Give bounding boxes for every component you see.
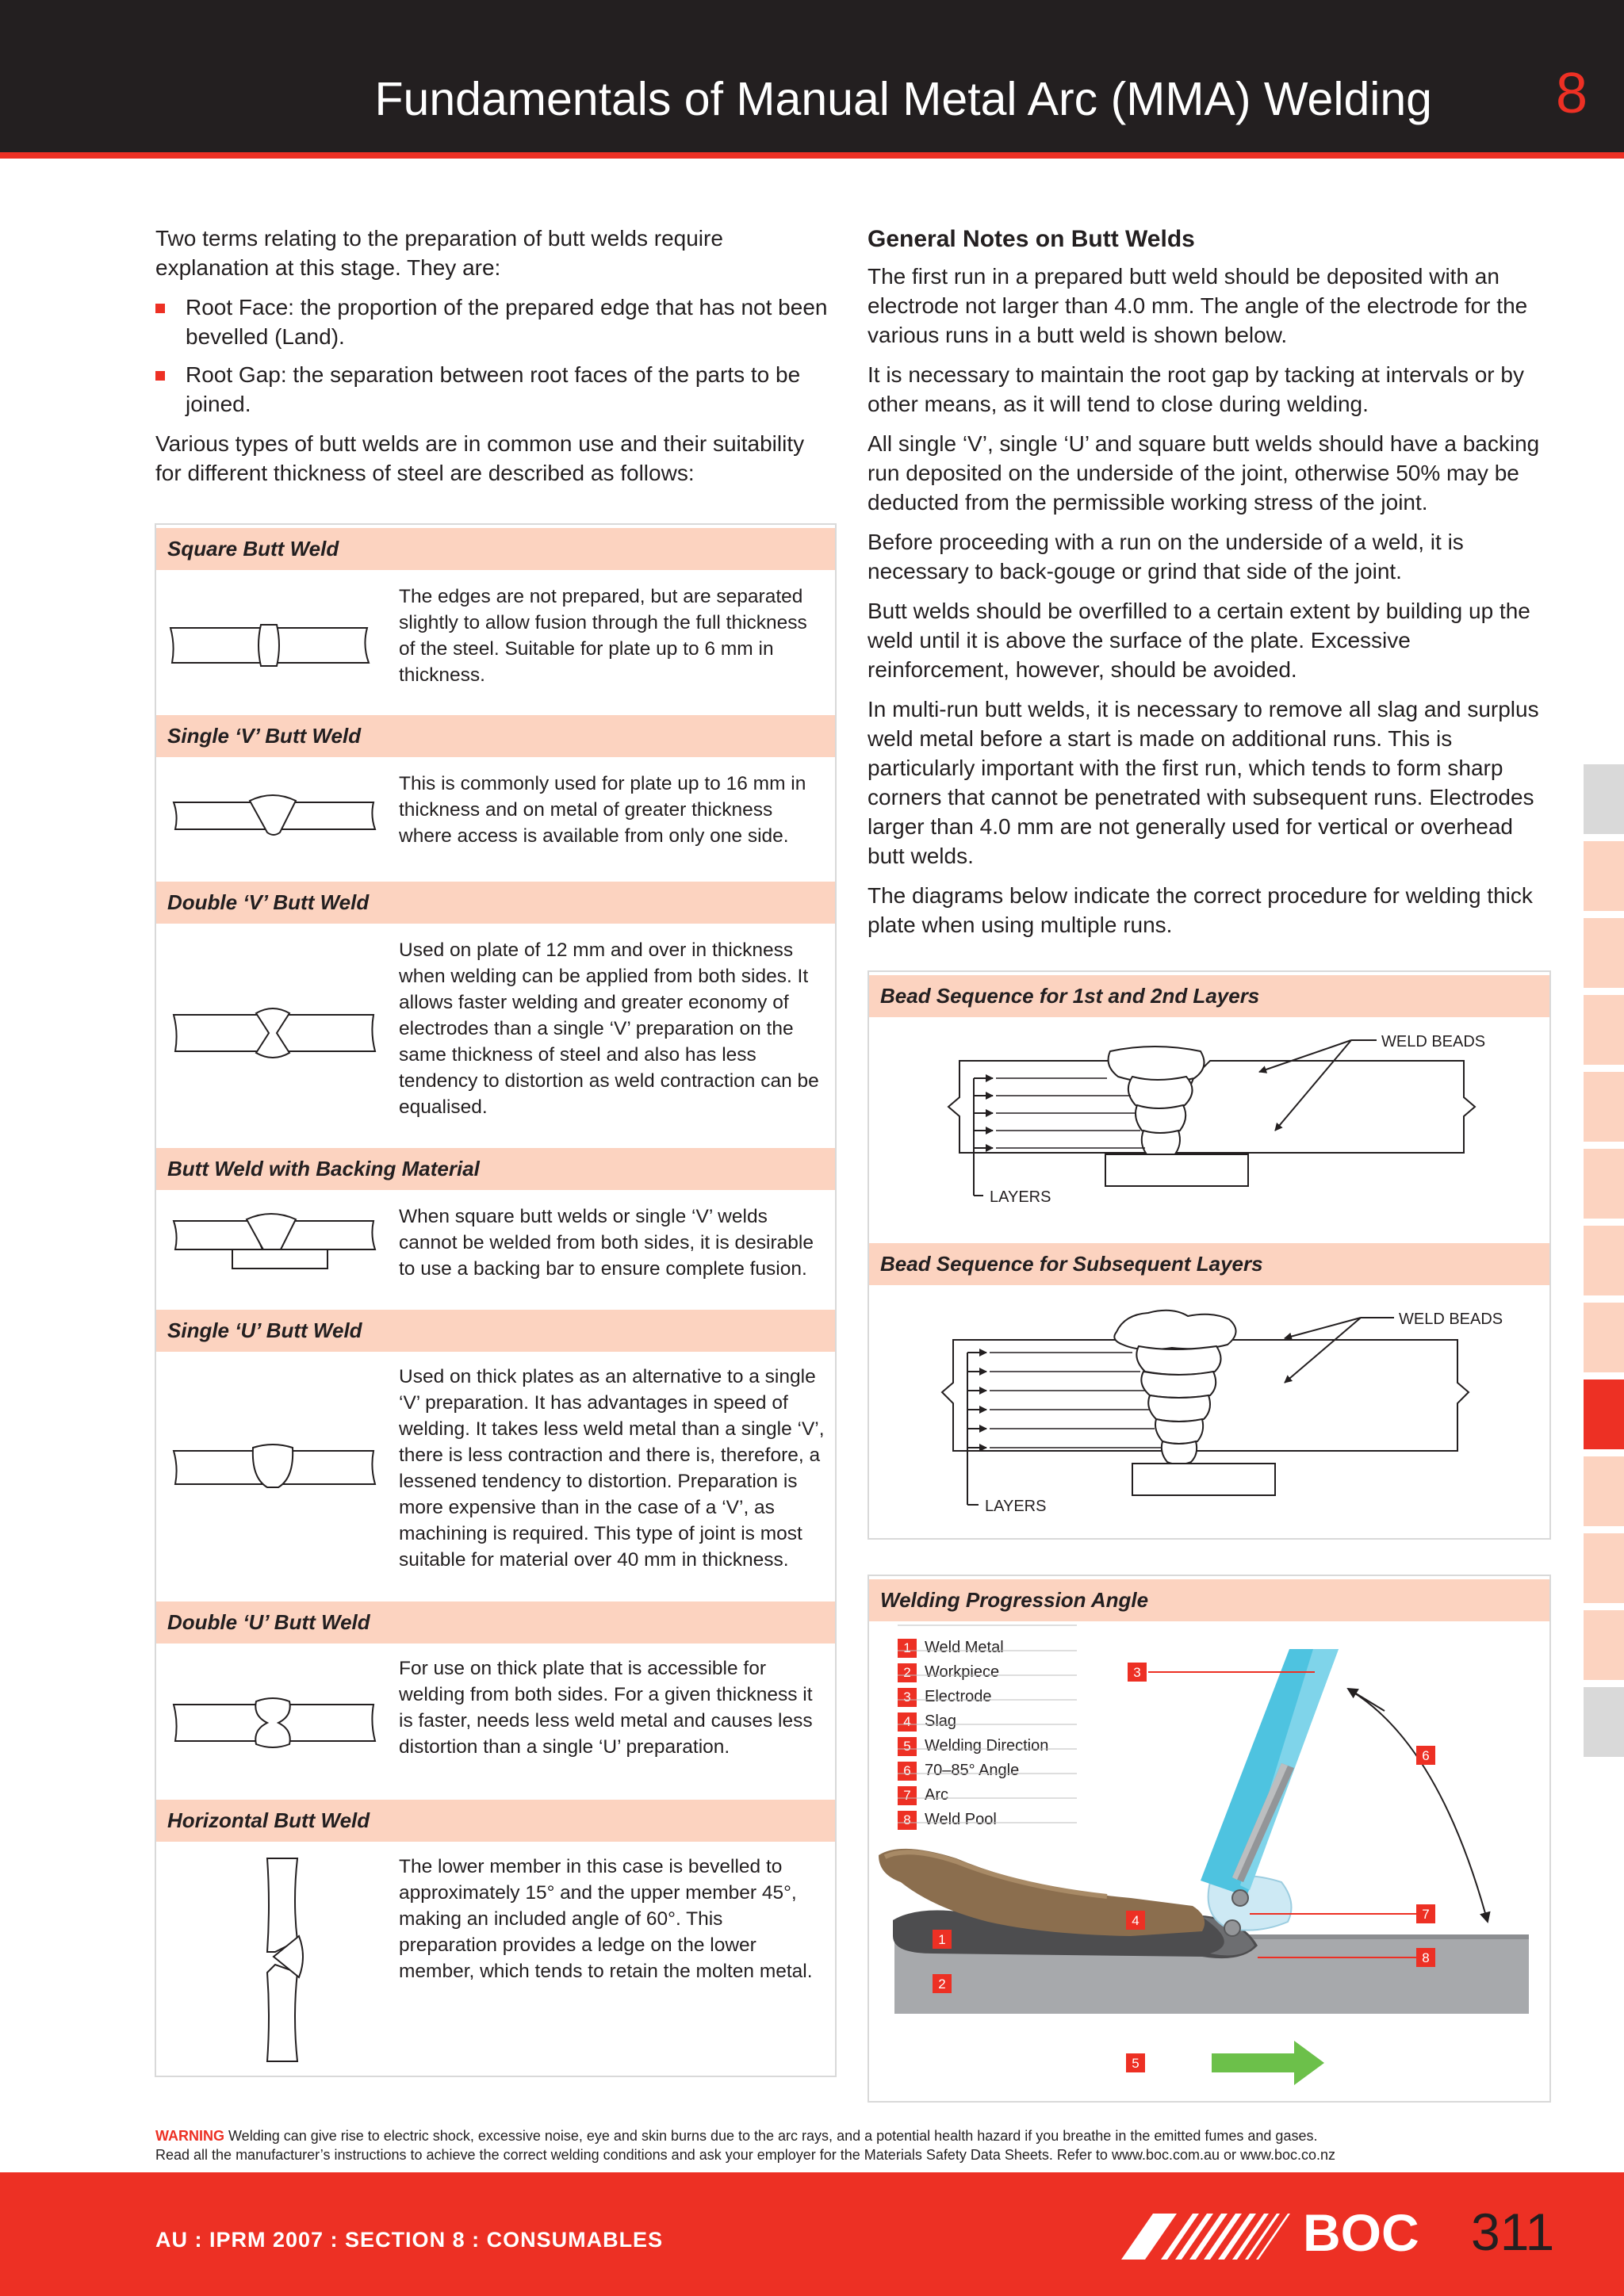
bead-sequence-panel bbox=[868, 970, 1551, 1540]
svg-text:8: 8 bbox=[1422, 1950, 1430, 1965]
page-footer bbox=[0, 2172, 1624, 2296]
notes-paragraph: The first run in a prepared butt weld should be deposited with an electrode not larger than 4.0 mm. The angle of the electrode for the various runs in a butt weld is shown below. bbox=[868, 264, 1528, 347]
section-heading: General Notes on Butt Welds bbox=[868, 226, 1195, 252]
weld-description: When square butt welds or single ‘V’ welds cannot be welded from both sides, it is desirable to use a backing bar to ensure complete fusion. bbox=[399, 1206, 814, 1280]
section-header bbox=[869, 1243, 1549, 1285]
footer-section-label: AU : IPRM 2007 : SECTION 8 : CONSUMABLES bbox=[155, 2228, 664, 2252]
section-tab[interactable] bbox=[1584, 1149, 1624, 1219]
notes-paragraph: The diagrams below indicate the correct procedure for welding thick plate when using multiple runs. bbox=[868, 883, 1533, 937]
list-item: Root Gap: the separation between root faces of the parts to be joined. bbox=[155, 360, 834, 419]
weld-beads-label: WELD BEADS bbox=[1381, 1033, 1486, 1050]
bullet-icon bbox=[155, 371, 165, 381]
legend-item: 4 Slag bbox=[898, 1710, 956, 1732]
svg-text:6: 6 bbox=[1422, 1748, 1430, 1763]
section-title: Single ‘V’ Butt Weld bbox=[167, 724, 362, 748]
section-header bbox=[156, 528, 835, 570]
welding-progression-diagram bbox=[869, 1621, 1549, 2096]
legend-item: 2 Workpiece bbox=[898, 1661, 999, 1683]
notes-paragraph: In multi-run butt welds, it is necessary to remove all slag and surplus weld metal before a start is made on additional runs. This is particularly important with the first run, which tends to form sharp corners that cannot be penetrated with subsequent runs. Electrodes larger than 4.0 mm are not generally used for vertical or overhead butt welds. bbox=[868, 697, 1539, 868]
single-u-butt-weld-diagram bbox=[167, 1433, 381, 1505]
svg-text:4: 4 bbox=[1132, 1913, 1139, 1928]
section-title: Bead Sequence for Subsequent Layers bbox=[880, 1252, 1263, 1276]
section-tab[interactable] bbox=[1584, 1610, 1624, 1680]
section-title: Double ‘V’ Butt Weld bbox=[167, 890, 370, 914]
svg-text:1: 1 bbox=[938, 1932, 946, 1947]
section-header bbox=[156, 882, 835, 924]
section-tab[interactable] bbox=[1584, 764, 1624, 834]
section-title: Horizontal Butt Weld bbox=[167, 1808, 370, 1832]
section-tab[interactable] bbox=[1584, 1303, 1624, 1372]
section-header bbox=[156, 1148, 835, 1190]
intro-paragraph: Two terms relating to the preparation of butt welds require explanation at this stage. They are: bbox=[155, 226, 723, 280]
warning-text: Read all the manufacturer’s instructions to achieve the correct welding conditions and ask your employer for the Materials Safety Data Sheets. Refer to www.boc.com.au or www.boc.co.nz bbox=[155, 2147, 1336, 2163]
section-tab[interactable] bbox=[1584, 995, 1624, 1065]
notes-paragraph: All single ‘V’, single ‘U’ and square butt welds should have a backing run deposited on the underside of the joint, otherwise 50% may be deducted from the permissible working stress of the joint. bbox=[868, 431, 1540, 515]
svg-text:7: 7 bbox=[1422, 1907, 1430, 1922]
section-tab[interactable] bbox=[1584, 918, 1624, 988]
bead-sequence-subsequent-layers-diagram bbox=[942, 1300, 1503, 1530]
horizontal-butt-weld-diagram bbox=[243, 1854, 323, 2068]
bead-sequence-first-layers-diagram bbox=[948, 1031, 1486, 1245]
welding-progression-panel bbox=[868, 1575, 1551, 2103]
section-tab-active[interactable] bbox=[1584, 1380, 1624, 1449]
section-header bbox=[869, 975, 1549, 1017]
definition-list bbox=[155, 293, 834, 419]
intro-paragraph: Various types of butt welds are in common use and their suitability for different thickness of steel are described as follows: bbox=[155, 431, 805, 485]
section-title: Single ‘U’ Butt Weld bbox=[167, 1318, 362, 1342]
section-header bbox=[869, 1579, 1549, 1621]
backing-material-weld-diagram bbox=[167, 1208, 381, 1295]
warning-text: Welding can give rise to electric shock, excessive noise, eye and skin burns due to the arc rays, and a potential health hazard if you breathe in the emitted fumes and gases. bbox=[228, 2128, 1318, 2144]
boc-stripes-logo bbox=[1121, 2214, 1304, 2261]
svg-text:2: 2 bbox=[938, 1976, 946, 1992]
legend-item: 8 Weld Pool bbox=[898, 1808, 997, 1831]
legend-item: 5 Welding Direction bbox=[898, 1735, 1048, 1757]
weld-description: Used on plate of 12 mm and over in thickness when welding can be applied from both sides. It allows faster welding and greater economy of electrodes than a single ‘V’ preparation on the same thickness of steel and also has less tendency to distortion as weld contraction can be equalised. bbox=[399, 939, 819, 1118]
section-tab[interactable] bbox=[1584, 1687, 1624, 1757]
svg-text:3: 3 bbox=[1133, 1665, 1141, 1680]
section-title: Double ‘U’ Butt Weld bbox=[167, 1610, 370, 1634]
notes-paragraph: Before proceeding with a run on the underside of a weld, it is necessary to back-gouge or grind that side of the joint. bbox=[868, 530, 1464, 584]
weld-description: Used on thick plates as an alternative to a single ‘V’ preparation. It has advantages in speed of welding. It takes less weld metal than a single ‘V’, there is less contraction and there is, therefore, a lessened tendency to distortion. Preparation is more expensive than in the case of a ‘V’, as machining is required. This type of joint is most suitable for material over 40 mm in thickness. bbox=[399, 1366, 825, 1571]
notes-paragraph: Butt welds should be overfilled to a certain extent by building up the weld until it is above the surface of the plate. Excessive reinforcement, however, should be avoided. bbox=[868, 599, 1530, 682]
section-title: Square Butt Weld bbox=[167, 537, 339, 561]
section-number: 8 bbox=[1555, 62, 1588, 125]
safety-warning bbox=[155, 2126, 1519, 2164]
layers-label: LAYERS bbox=[985, 1498, 1047, 1515]
section-tab[interactable] bbox=[1584, 841, 1624, 911]
general-notes-column bbox=[868, 224, 1548, 950]
section-tab[interactable] bbox=[1584, 1072, 1624, 1142]
page-number: 311 bbox=[1471, 2202, 1555, 2261]
legend-item: 6 70–85° Angle bbox=[898, 1759, 1019, 1781]
section-title: Butt Weld with Backing Material bbox=[167, 1157, 480, 1181]
weld-description: This is commonly used for plate up to 16 mm in thickness and on metal of greater thickness where access is available from only one side. bbox=[399, 773, 806, 847]
double-u-butt-weld-diagram bbox=[167, 1687, 381, 1758]
section-title: Welding Progression Angle bbox=[880, 1588, 1149, 1612]
weld-types-panel bbox=[155, 523, 837, 2077]
page-header bbox=[0, 0, 1624, 159]
single-v-butt-weld-diagram bbox=[167, 780, 381, 851]
notes-paragraph: It is necessary to maintain the root gap by tacking at intervals or by other means, as it will tend to close during welding. bbox=[868, 362, 1524, 416]
weld-description: The lower member in this case is bevelled to approximately 15° and the upper member 45°, making an included angle of 60°. This preparation provides a ledge on the lower member, which tends to retain the molten metal. bbox=[399, 1856, 813, 1982]
svg-text:5: 5 bbox=[1132, 2056, 1139, 2071]
warning-label: WARNING bbox=[155, 2128, 224, 2144]
bullet-icon bbox=[155, 304, 165, 313]
section-tab[interactable] bbox=[1584, 1456, 1624, 1526]
section-header bbox=[156, 1800, 835, 1842]
section-header bbox=[156, 1310, 835, 1352]
section-tab[interactable] bbox=[1584, 1533, 1624, 1603]
weld-description: For use on thick plate that is accessible for welding from both sides. For a given thickness it is faster, needs less weld metal and causes less distortion than a single ‘U’ preparation. bbox=[399, 1658, 813, 1758]
section-header bbox=[156, 1601, 835, 1644]
list-item: Root Face: the proportion of the prepared edge that has not been bevelled (Land). bbox=[155, 293, 834, 351]
legend-item: 1 Weld Metal bbox=[898, 1636, 1004, 1659]
intro-column bbox=[155, 224, 834, 498]
section-tab[interactable] bbox=[1584, 1226, 1624, 1295]
section-header bbox=[156, 715, 835, 757]
page-title: Fundamentals of Manual Metal Arc (MMA) Welding bbox=[374, 73, 1432, 125]
boc-logo: BOC bbox=[1303, 2203, 1419, 2262]
square-butt-weld-diagram bbox=[167, 610, 373, 682]
weld-description: The edges are not prepared, but are separated slightly to allow fusion through the full thickness of the steel. Suitable for plate up to 6 mm in thickness. bbox=[399, 586, 807, 686]
legend-item: 3 Electrode bbox=[898, 1686, 992, 1708]
section-title: Bead Sequence for 1st and 2nd Layers bbox=[880, 984, 1260, 1008]
legend-item: 7 Arc bbox=[898, 1784, 948, 1806]
weld-beads-label: WELD BEADS bbox=[1399, 1311, 1503, 1328]
layers-label: LAYERS bbox=[990, 1188, 1051, 1206]
double-v-butt-weld-diagram bbox=[167, 997, 381, 1069]
